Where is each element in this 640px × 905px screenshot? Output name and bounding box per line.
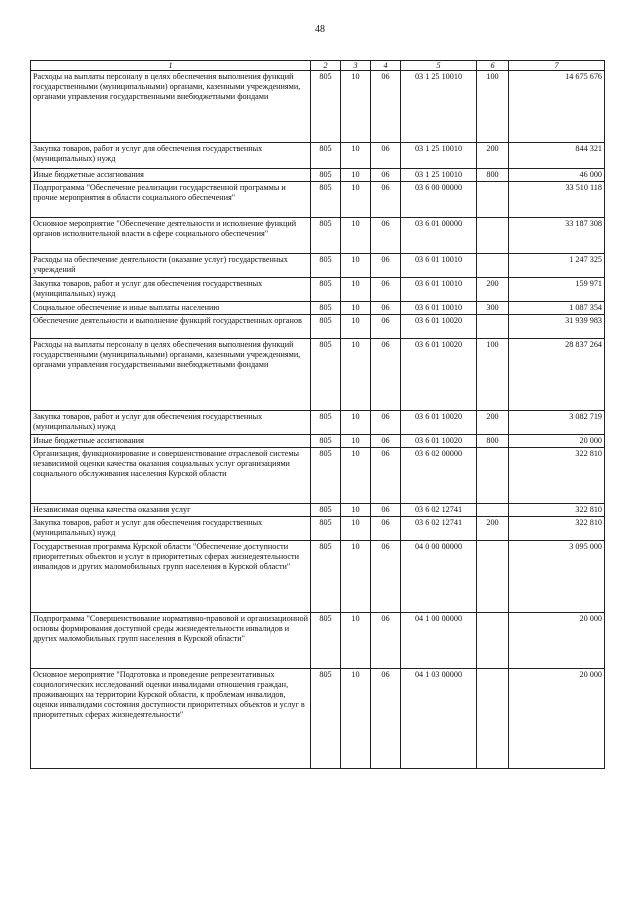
code-expense-type [477, 218, 509, 254]
code-ministry: 805 [311, 435, 341, 448]
code-subsection: 06 [371, 669, 401, 769]
amount: 31 939 983 [509, 315, 605, 339]
table-row [31, 254, 605, 278]
amount: 844 321 [509, 143, 605, 169]
table-row [31, 218, 605, 254]
code-target-article: 03 6 01 10010 [401, 254, 477, 278]
code-expense-type: 200 [477, 143, 509, 169]
table-row [31, 71, 605, 143]
code-section: 10 [341, 169, 371, 182]
table-row [31, 339, 605, 411]
code-section: 10 [341, 315, 371, 339]
amount: 20 000 [509, 435, 605, 448]
code-section: 10 [341, 339, 371, 411]
amount: 322 810 [509, 517, 605, 541]
table-row [31, 613, 605, 669]
code-ministry: 805 [311, 504, 341, 517]
amount: 3 082 719 [509, 411, 605, 435]
table-row [31, 411, 605, 435]
code-ministry: 805 [311, 71, 341, 143]
code-expense-type [477, 613, 509, 669]
item-name: Расходы на выплаты персоналу в целях обеспечения выполнения функций государственными (муниципальными) органами, казенными учреждениями, органами управления государственными внебюджетными фондами [31, 71, 311, 143]
code-expense-type [477, 541, 509, 613]
item-name: Подпрограмма "Совершенствование нормативно-правовой и организационной основы формирования доступной среды жизнедеятельности инвалидов и других маломобильных групп населения в Курской области" [31, 613, 311, 669]
item-name: Основное мероприятие "Подготовка и проведение репрезентативных социологических исследований оценки инвалидами отношения граждан, проживающих на территории Курской области, к проблемам инвалидов, оценки инвалидами состояния доступности приоритетных объектов и услуг в приоритетных сферах жизнедеятельности" [31, 669, 311, 769]
item-name: Закупка товаров, работ и услуг для обеспечения государственных (муниципальных) нужд [31, 517, 311, 541]
item-name: Государственная программа Курской области "Обеспечение доступности приоритетных объектов и услуг в приоритетных сферах жизнедеятельности инвалидов и других маломобильных групп населения в Курской области" [31, 541, 311, 613]
item-name: Расходы на обеспечение деятельности (оказание услуг) государственных учреждений [31, 254, 311, 278]
code-expense-type [477, 669, 509, 769]
amount: 33 187 308 [509, 218, 605, 254]
amount: 20 000 [509, 613, 605, 669]
table-row [31, 302, 605, 315]
amount: 46 000 [509, 169, 605, 182]
amount: 322 810 [509, 448, 605, 504]
table-body [31, 71, 605, 769]
amount: 28 837 264 [509, 339, 605, 411]
column-header: 4 [371, 61, 401, 71]
amount: 3 095 000 [509, 541, 605, 613]
code-section: 10 [341, 669, 371, 769]
code-expense-type [477, 504, 509, 517]
code-ministry: 805 [311, 302, 341, 315]
code-subsection: 06 [371, 218, 401, 254]
table-row [31, 182, 605, 218]
code-subsection: 06 [371, 517, 401, 541]
code-section: 10 [341, 218, 371, 254]
code-subsection: 06 [371, 339, 401, 411]
code-ministry: 805 [311, 278, 341, 302]
code-target-article: 03 6 01 10020 [401, 315, 477, 339]
code-section: 10 [341, 541, 371, 613]
item-name: Закупка товаров, работ и услуг для обеспечения государственных (муниципальных) нужд [31, 278, 311, 302]
amount: 322 810 [509, 504, 605, 517]
code-ministry: 805 [311, 169, 341, 182]
table-row [31, 541, 605, 613]
item-name: Подпрограмма "Обеспечение реализации государственной программы и прочие мероприятия в области социального обеспечения" [31, 182, 311, 218]
code-target-article: 03 6 00 00000 [401, 182, 477, 218]
code-expense-type: 200 [477, 517, 509, 541]
code-subsection: 06 [371, 302, 401, 315]
code-subsection: 06 [371, 143, 401, 169]
code-section: 10 [341, 435, 371, 448]
code-expense-type [477, 182, 509, 218]
code-subsection: 06 [371, 278, 401, 302]
column-header: 6 [477, 61, 509, 71]
code-subsection: 06 [371, 435, 401, 448]
code-section: 10 [341, 182, 371, 218]
code-target-article: 03 6 01 10020 [401, 411, 477, 435]
item-name: Иные бюджетные ассигнования [31, 435, 311, 448]
item-name: Расходы на выплаты персоналу в целях обеспечения выполнения функций государственными (муниципальными) органами, казенными учреждениями, органами управления государственными внебюджетными фондами [31, 339, 311, 411]
code-expense-type [477, 448, 509, 504]
code-subsection: 06 [371, 254, 401, 278]
code-section: 10 [341, 278, 371, 302]
table-row [31, 448, 605, 504]
amount: 1 087 354 [509, 302, 605, 315]
code-section: 10 [341, 411, 371, 435]
code-expense-type [477, 315, 509, 339]
item-name: Обеспечение деятельности и выполнение функций государственных органов [31, 315, 311, 339]
code-target-article: 03 1 25 10010 [401, 71, 477, 143]
code-subsection: 06 [371, 448, 401, 504]
code-expense-type: 800 [477, 169, 509, 182]
code-subsection: 06 [371, 541, 401, 613]
item-name: Основное мероприятие "Обеспечение деятельности и исполнение функций органов исполнительной власти в сфере социального обеспечения" [31, 218, 311, 254]
amount: 159 971 [509, 278, 605, 302]
budget-table [30, 60, 605, 769]
code-ministry: 805 [311, 613, 341, 669]
code-expense-type: 800 [477, 435, 509, 448]
code-ministry: 805 [311, 448, 341, 504]
column-header: 1 [31, 61, 311, 71]
code-ministry: 805 [311, 182, 341, 218]
amount: 20 000 [509, 669, 605, 769]
table-row [31, 435, 605, 448]
code-target-article: 03 6 02 12741 [401, 517, 477, 541]
code-subsection: 06 [371, 71, 401, 143]
amount: 14 675 676 [509, 71, 605, 143]
code-subsection: 06 [371, 613, 401, 669]
code-target-article: 03 6 01 10010 [401, 278, 477, 302]
code-ministry: 805 [311, 143, 341, 169]
column-header: 3 [341, 61, 371, 71]
table-row [31, 504, 605, 517]
item-name: Закупка товаров, работ и услуг для обеспечения государственных (муниципальных) нужд [31, 143, 311, 169]
page-number: 48 [315, 24, 325, 35]
code-expense-type [477, 254, 509, 278]
code-target-article: 03 6 02 00000 [401, 448, 477, 504]
code-section: 10 [341, 143, 371, 169]
code-ministry: 805 [311, 517, 341, 541]
table-row [31, 315, 605, 339]
code-target-article: 04 1 03 00000 [401, 669, 477, 769]
column-header: 2 [311, 61, 341, 71]
amount: 1 247 325 [509, 254, 605, 278]
code-section: 10 [341, 302, 371, 315]
code-target-article: 04 0 00 00000 [401, 541, 477, 613]
code-expense-type: 100 [477, 339, 509, 411]
item-name: Иные бюджетные ассигнования [31, 169, 311, 182]
code-ministry: 805 [311, 339, 341, 411]
column-header: 5 [401, 61, 477, 71]
code-section: 10 [341, 613, 371, 669]
amount: 33 510 118 [509, 182, 605, 218]
item-name: Закупка товаров, работ и услуг для обеспечения государственных (муниципальных) нужд [31, 411, 311, 435]
code-ministry: 805 [311, 254, 341, 278]
table-row [31, 278, 605, 302]
code-ministry: 805 [311, 315, 341, 339]
item-name: Социальное обеспечение и иные выплаты населению [31, 302, 311, 315]
code-section: 10 [341, 254, 371, 278]
code-target-article: 03 1 25 10010 [401, 143, 477, 169]
table-row [31, 143, 605, 169]
code-ministry: 805 [311, 541, 341, 613]
code-ministry: 805 [311, 669, 341, 769]
code-target-article: 03 6 01 10020 [401, 339, 477, 411]
code-expense-type: 100 [477, 71, 509, 143]
code-expense-type: 200 [477, 411, 509, 435]
code-expense-type: 200 [477, 278, 509, 302]
code-subsection: 06 [371, 411, 401, 435]
item-name: Организация, функционирование и совершенствование отраслевой системы независимой оценки качества оказания социальных услуг организациями социального обслуживания населения Курской области [31, 448, 311, 504]
code-target-article: 03 6 01 10020 [401, 435, 477, 448]
code-target-article: 03 1 25 10010 [401, 169, 477, 182]
code-subsection: 06 [371, 504, 401, 517]
column-number-row [31, 61, 605, 71]
code-section: 10 [341, 517, 371, 541]
table-row [31, 517, 605, 541]
code-expense-type: 300 [477, 302, 509, 315]
table-row [31, 169, 605, 182]
table-row [31, 669, 605, 769]
code-subsection: 06 [371, 182, 401, 218]
item-name: Независимая оценка качества оказания услуг [31, 504, 311, 517]
code-target-article: 03 6 02 12741 [401, 504, 477, 517]
column-header: 7 [509, 61, 605, 71]
code-ministry: 805 [311, 218, 341, 254]
code-section: 10 [341, 448, 371, 504]
code-target-article: 03 6 01 00000 [401, 218, 477, 254]
code-target-article: 04 1 00 00000 [401, 613, 477, 669]
code-subsection: 06 [371, 169, 401, 182]
code-subsection: 06 [371, 315, 401, 339]
code-target-article: 03 6 01 10010 [401, 302, 477, 315]
code-section: 10 [341, 71, 371, 143]
code-section: 10 [341, 504, 371, 517]
code-ministry: 805 [311, 411, 341, 435]
